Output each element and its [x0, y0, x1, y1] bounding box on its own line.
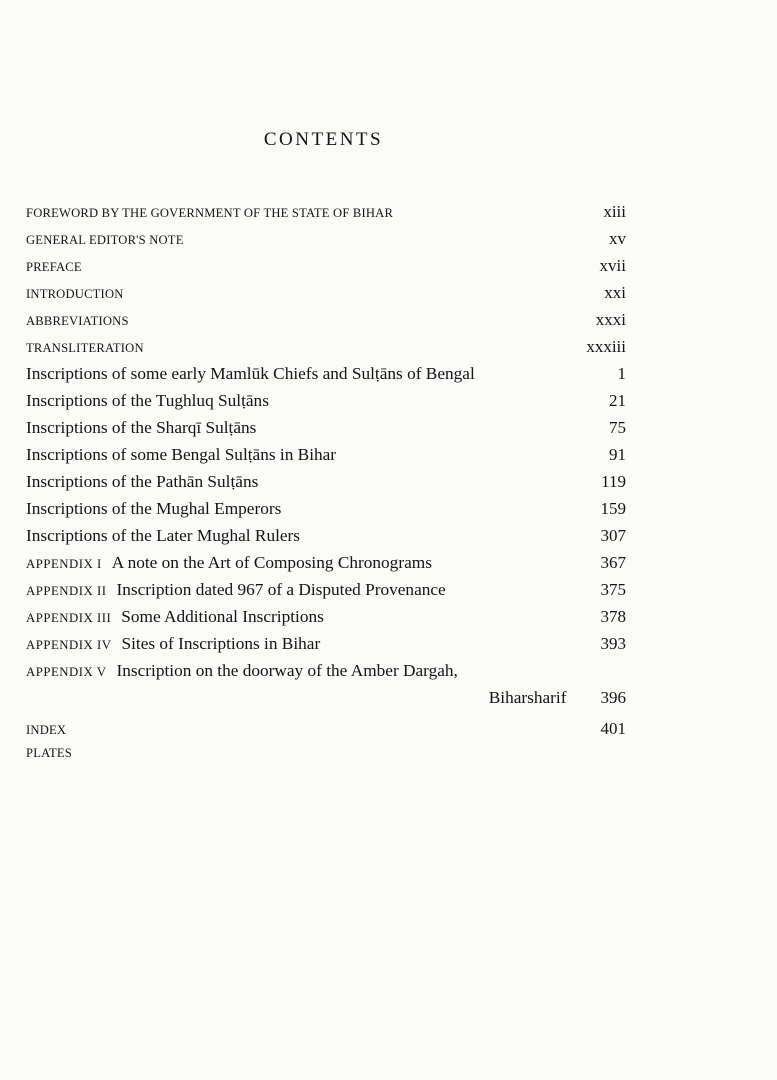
toc-entry-label: Inscription dated 967 of a Disputed Provenance	[116, 580, 446, 599]
toc-entry-page: 21	[609, 391, 626, 410]
toc-entry-page: xxxi	[595, 310, 626, 329]
toc-entry-transliteration	[26, 337, 626, 363]
toc-entry-label: A note on the Art of Composing Chronograms	[111, 553, 432, 572]
toc-entry-page: 367	[600, 553, 626, 572]
toc-entry-label: INTRODUCTION	[26, 287, 124, 301]
toc-entry-appendix	[26, 580, 626, 606]
toc-entry-chapter	[26, 418, 626, 444]
toc-entry-page: xxxiii	[586, 337, 626, 356]
toc-entry-label: Sites of Inscriptions in Bihar	[121, 634, 321, 653]
toc-entry-preface	[26, 256, 626, 282]
toc-entry-label: PLATES	[26, 746, 72, 760]
toc-entry-label: Inscriptions of some early Mamlūk Chiefs and Sulṭāns of Bengal	[26, 364, 475, 383]
toc-entry-label: GENERAL EDITOR'S NOTE	[26, 233, 184, 247]
toc-entry-label: Some Additional Inscriptions	[121, 607, 324, 626]
toc-entry-label-group	[26, 553, 432, 573]
toc-entry-label: FOREWORD BY THE GOVERNMENT OF THE STATE OF BIHAR	[26, 206, 394, 220]
toc-entry-label: TRANSLITERATION	[26, 341, 144, 355]
toc-entry-label: INDEX	[26, 723, 67, 737]
toc-entry-chapter	[26, 445, 626, 471]
appendix-prefix: APPENDIX IV	[26, 638, 112, 652]
toc-entry-page: 307	[600, 526, 626, 545]
toc-entry-label: PREFACE	[26, 260, 82, 274]
toc-entry-page: 1	[617, 364, 626, 383]
toc-entry-label: Inscriptions of the Sharqī Sulṭāns	[26, 418, 257, 437]
toc-entry-label: Inscriptions of the Tughluq Sulṭāns	[26, 391, 269, 410]
toc-entry-chapter	[26, 391, 626, 417]
toc-entry-appendix	[26, 661, 626, 687]
toc-entry-page: xiii	[603, 202, 626, 221]
toc-entry-chapter	[26, 526, 626, 552]
toc-entry-label: Inscriptions of the Later Mughal Rulers	[26, 526, 301, 545]
toc-entry-index	[26, 719, 626, 745]
toc-entry-continuation	[26, 688, 626, 708]
toc-entry-page: 393	[600, 634, 626, 653]
toc-entry-label: Inscriptions of the Mughal Emperors	[26, 499, 282, 518]
toc-entry-abbreviations	[26, 310, 626, 336]
appendix-prefix: APPENDIX II	[26, 584, 107, 598]
appendix-prefix: APPENDIX III	[26, 611, 112, 625]
toc-entry-label: Inscriptions of some Bengal Sulṭāns in Bihar	[26, 445, 337, 464]
toc-entry-page: 375	[600, 580, 626, 599]
toc-entry-chapter	[26, 499, 626, 525]
toc-entry-page: xv	[609, 229, 626, 248]
toc-entry-label-group	[26, 661, 458, 681]
toc-entry-label: Inscription on the doorway of the Amber Dargah,	[116, 661, 458, 680]
toc-entry-appendix	[26, 634, 626, 660]
appendix-prefix: APPENDIX I	[26, 557, 102, 571]
page-title: CONTENTS	[263, 129, 384, 150]
toc-entry-page: 396	[600, 688, 626, 707]
toc-entry-editors-note	[26, 229, 626, 255]
toc-entry-page: xvii	[599, 256, 626, 275]
appendix-prefix: APPENDIX V	[26, 665, 107, 679]
toc-entry-continuation-label: Biharsharif	[488, 688, 567, 707]
toc-entry-foreword	[26, 202, 626, 228]
toc-entry-label-group	[26, 580, 446, 600]
toc-entry-page: 75	[609, 418, 626, 437]
toc-entry-page: 91	[609, 445, 626, 464]
toc-entry-chapter	[26, 472, 626, 498]
toc-entry-appendix	[26, 607, 626, 633]
toc-entry-appendix	[26, 553, 626, 579]
toc-entry-label-group	[26, 634, 320, 654]
toc-entry-introduction	[26, 283, 626, 309]
toc-entry-plates	[26, 746, 626, 772]
toc-entry-label: ABBREVIATIONS	[26, 314, 129, 328]
toc-entry-page: 119	[601, 472, 626, 491]
toc-entry-label-group	[26, 607, 324, 627]
toc-entry-page: 159	[600, 499, 626, 518]
toc-entry-page: 378	[600, 607, 626, 626]
toc-entry-page: xxi	[604, 283, 626, 302]
toc-entry-chapter	[26, 364, 626, 390]
toc-entry-label: Inscriptions of the Pathān Sulṭāns	[26, 472, 259, 491]
toc-entry-page: 401	[600, 719, 626, 738]
